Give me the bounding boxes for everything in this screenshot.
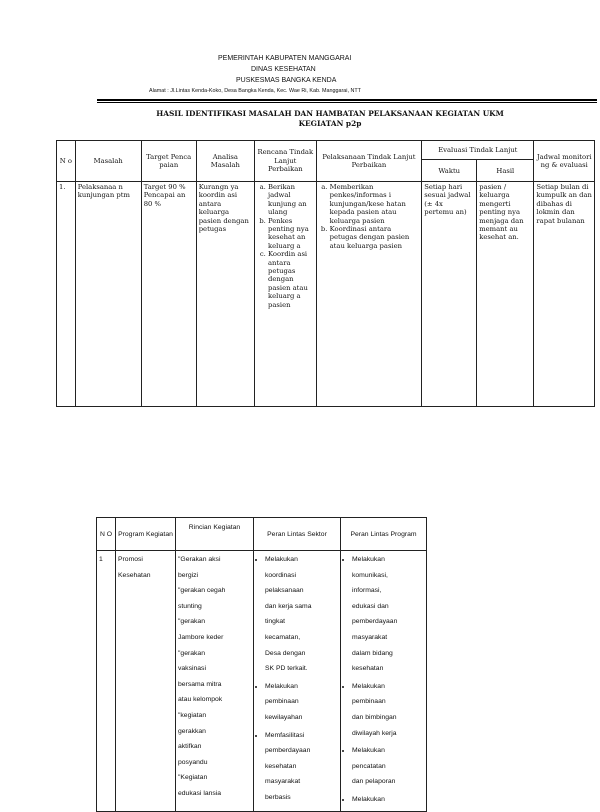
list-item bbox=[352, 679, 424, 741]
rincian-line: Jambore keder bbox=[178, 633, 224, 641]
col-lintas-program: Peran Lintas Program bbox=[341, 518, 427, 551]
sektor-line: SK PD terkait. bbox=[265, 665, 308, 673]
lp-line: edukasi dan bbox=[352, 602, 389, 610]
program-activity-table bbox=[96, 517, 427, 812]
list-item bbox=[352, 743, 424, 790]
table-row bbox=[57, 182, 595, 407]
list-item bbox=[265, 679, 338, 726]
header-line-3: PUSKESMAS BANGKA KENDA bbox=[236, 77, 337, 84]
sektor-line: pemberdayaan bbox=[265, 747, 311, 755]
sektor-line: • Melakukan bbox=[265, 556, 298, 563]
lp-line: dan bimbingan bbox=[352, 713, 397, 721]
header-address: Alamat : Jl.Lintas Kenda-Koko, Desa Bangka Kenda, Kec. Wae Ri, Kab. Manggarai, NTT bbox=[149, 88, 361, 94]
rincian-line: bergizi bbox=[178, 571, 199, 579]
list-item: a. Memberikan penkes/informas i kunjungan/kese hatan kepada pasien atau keluarga pasien bbox=[330, 183, 420, 225]
col-masalah: Masalah bbox=[75, 141, 141, 182]
sektor-line: kewilayahan bbox=[265, 713, 303, 721]
list-item bbox=[265, 728, 338, 806]
col-pelaksanaan: Pelaksanaan Tindak Lanjut Perbaikan bbox=[316, 141, 422, 182]
lintas-program-list bbox=[343, 552, 424, 808]
rincian-line: bersama mitra bbox=[178, 680, 222, 688]
rincian-line: "Gerakan aksi bbox=[178, 556, 221, 563]
list-item bbox=[265, 552, 338, 677]
table1-header-row bbox=[57, 141, 595, 160]
col-target: Target Penca paian bbox=[141, 141, 196, 182]
sektor-line: masyarakat bbox=[265, 778, 301, 786]
col-lintas-sektor: Peran Lintas Sektor bbox=[254, 518, 341, 551]
header-rule-thin bbox=[97, 102, 597, 103]
col-hasil: Hasil bbox=[477, 160, 534, 182]
rincian-line: "gerakan cegah bbox=[178, 587, 226, 595]
title-line-2: KEGIATAN p2p bbox=[298, 119, 362, 128]
list-item: c. Koordin asi antara petugas dengan pasien atau keluarg a pasien bbox=[268, 250, 314, 309]
rincian-line: aktifkan bbox=[178, 743, 202, 751]
col-rencana: Rencana Tindak Lanjut Perbaikan bbox=[255, 141, 317, 182]
col-waktu: Waktu bbox=[422, 160, 477, 182]
rincian-line: "gerakan bbox=[178, 618, 205, 626]
lp-line: • Melakukan bbox=[352, 795, 385, 803]
cell-rincian bbox=[176, 551, 254, 812]
rincian-line: posyandu bbox=[178, 758, 208, 766]
lp-line: komunikasi, bbox=[352, 571, 388, 579]
rincian-line: "gerakan bbox=[178, 649, 205, 657]
sektor-line: dan kerja sama bbox=[265, 602, 312, 610]
col-no: N o bbox=[57, 141, 76, 182]
cell-jadwal: Setiap bulan di kumpulk an dan dibahas di lokmin dan rapat bulanan bbox=[534, 182, 595, 407]
rincian-line: "kegiatan bbox=[178, 711, 207, 719]
cell-analisa: Kurangn ya koordin asi antara keluarga pasien dengan petugas bbox=[196, 182, 254, 407]
col-analisa: Analisa Masalah bbox=[196, 141, 254, 182]
list-item bbox=[352, 552, 424, 677]
rincian-line: stunting bbox=[178, 602, 202, 610]
header-line-1: PEMERINTAH KABUPATEN MANGGARAI bbox=[218, 55, 352, 62]
rincian-line: atau kelompok bbox=[178, 696, 223, 704]
rincian-line: gerakkan bbox=[178, 727, 206, 735]
table2-header-row bbox=[97, 518, 427, 551]
sektor-line: kecamatan, bbox=[265, 633, 301, 641]
col-evaluasi: Evaluasi Tindak Lanjut bbox=[422, 141, 534, 160]
rincian-line: edukasi lansia bbox=[178, 789, 222, 797]
cell-program: Promosi Kesehatan bbox=[116, 551, 176, 812]
lp-line: • Melakukan bbox=[352, 682, 385, 690]
lp-line: masyarakat bbox=[352, 633, 388, 641]
pelaksanaan-list bbox=[319, 183, 420, 250]
col-program: Program Kegiatan bbox=[116, 518, 176, 551]
sektor-line: berbasis bbox=[265, 793, 291, 801]
lp-line: pemberdayaan bbox=[352, 618, 398, 626]
rincian-line: vaksinasi bbox=[178, 665, 206, 673]
document-title bbox=[60, 109, 600, 129]
sektor-line: • Melakukan bbox=[265, 682, 298, 690]
lp-line: dan pelaporan bbox=[352, 778, 396, 786]
sektor-line: pelaksanaan bbox=[265, 587, 304, 595]
lp-line: pencatatan bbox=[352, 762, 386, 770]
header-rule-thick bbox=[97, 99, 597, 101]
problem-identification-table bbox=[56, 140, 595, 407]
list-item: b. Koordinasi antara petugas dengan pasien atau keluarga pasien bbox=[330, 225, 420, 250]
cell-lintas-program bbox=[341, 551, 427, 812]
cell-target: Target 90 % Pencapai an 80 % bbox=[141, 182, 196, 407]
lp-line: kesehatan bbox=[352, 665, 384, 673]
lp-line: pembinaan bbox=[352, 698, 386, 706]
cell-lintas-sektor bbox=[254, 551, 341, 812]
table-row bbox=[97, 551, 427, 812]
rincian-line: "Kegiatan bbox=[178, 774, 208, 782]
cell-hasil: pasien / keluarga mengerti penting nya menjaga dan memant au kesehat an. bbox=[477, 182, 534, 407]
lp-line: dalam bidang bbox=[352, 649, 393, 657]
col-rincian: Rincian Kegiatan bbox=[176, 518, 254, 551]
cell-no: 1 bbox=[97, 551, 116, 812]
lp-line: • Melakukan bbox=[352, 747, 385, 755]
list-item: b. Penkes penting nya kesehat an keluarg a bbox=[268, 217, 314, 251]
sektor-line: kesehatan bbox=[265, 762, 297, 770]
list-item: a. Berikan jadwal kunjung an ulang bbox=[268, 183, 314, 217]
rencana-list bbox=[257, 183, 314, 309]
cell-no: 1. bbox=[57, 182, 76, 407]
sektor-line: Desa dengan bbox=[265, 649, 306, 657]
cell-rencana bbox=[255, 182, 317, 407]
col-jadwal: Jadwal monitori ng & evaluasi bbox=[534, 141, 595, 182]
lp-line: diwilayah kerja bbox=[352, 729, 397, 737]
title-line-1: HASIL IDENTIFIKASI MASALAH DAN HAMBATAN PELAKSANAAN KEGIATAN UKM bbox=[156, 109, 504, 118]
lp-line: • Melakukan bbox=[352, 556, 385, 563]
sektor-line: tingkat bbox=[265, 618, 286, 626]
cell-masalah: Pelaksanaa n kunjungan ptm bbox=[75, 182, 141, 407]
lp-line: informasi, bbox=[352, 587, 382, 595]
sektor-line: koordinasi bbox=[265, 571, 296, 579]
sektor-line: pembinaan bbox=[265, 698, 299, 706]
header-line-2: DINAS KESEHATAN bbox=[251, 66, 316, 73]
cell-waktu: Setiap hari sesuai jadwal (± 4x pertemu an) bbox=[422, 182, 477, 407]
col-no: N O bbox=[97, 518, 116, 551]
sektor-line: • Memfasilitasi bbox=[265, 731, 305, 739]
sektor-list bbox=[256, 552, 338, 806]
cell-pelaksanaan bbox=[316, 182, 422, 407]
